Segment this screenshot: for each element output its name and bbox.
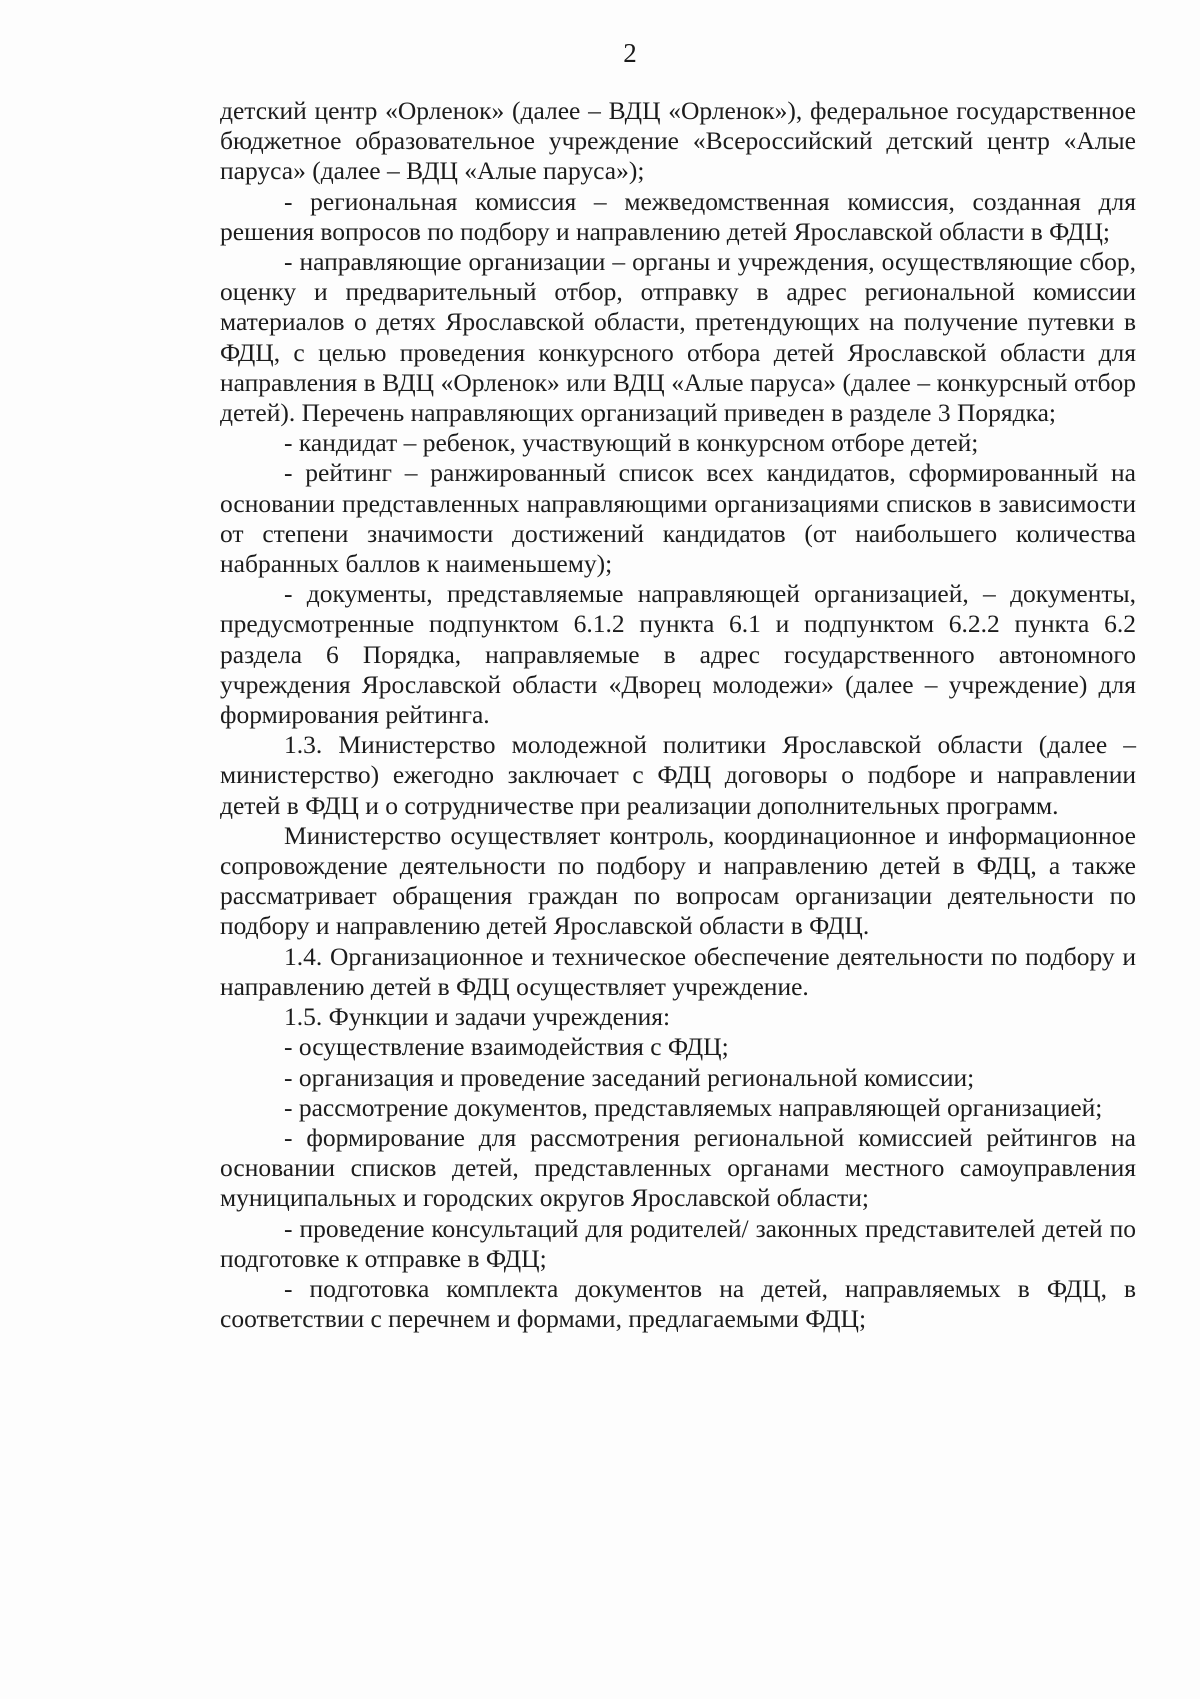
paragraph-1-5: 1.5. Функции и задачи учреждения: (284, 1002, 671, 1032)
page-number: 2 (623, 38, 637, 68)
paragraph-definition-sending-organizations: - направляющие организации – органы и учреждения, осуществляющие сбор, оценку и предварительный отбор, отправку в адрес региональной комиссии материалов о детях Ярославской области, претендующих на получение путевки в ФДЦ, с целью проведения конкурсного отбора детей Ярославской области для направления в ВДЦ «Орленок» или ВДЦ «Алые паруса» (далее – конкурсный отбор детей). Перечень направляющих организаций приведен в разделе 3 Порядка; (220, 247, 1136, 428)
paragraph-continuation: детский центр «Орленок» (далее – ВДЦ «Орленок»), федеральное государственное бюджетное образовательное учреждение «Всероссийский детский центр «Алые паруса» (далее – ВДЦ «Алые паруса»); (220, 96, 1136, 186)
document-body (220, 96, 1136, 1334)
list-item-document-package: - подготовка комплекта документов на детей, направляемых в ФДЦ, в соответствии с перечнем и формами, предлагаемыми ФДЦ; (220, 1273, 1136, 1334)
list-item-ratings: - формирование для рассмотрения региональной комиссией рейтингов на основании списков детей, представленных органами местного самоуправления муниципальных и городских округов Ярославской области; (220, 1122, 1136, 1213)
paragraph-definition-documents: - документы, представляемые направляющей организацией, – документы, предусмотренные подпунктом 6.1.2 пункта 6.1 и подпунктом 6.2.2 пункта 6.2 раздела 6 Порядка, направляемые в адрес государственного автономного учреждения Ярославской области «Дворец молодежи» (далее – учреждение) для формирования рейтинга. (220, 579, 1136, 730)
paragraph-1-4: 1.4. Организационное и техническое обеспечение деятельности по подбору и направлению детей в ФДЦ осуществляет учреждение. (220, 941, 1136, 1001)
list-item-meetings: - организация и проведение заседаний региональной комиссии; (284, 1062, 975, 1092)
paragraph-ministry-control: Министерство осуществляет контроль, координационное и информационное сопровождение деятельности по подбору и направлению детей в ФДЦ, а также рассматривает обращения граждан по вопросам организации деятельности по подбору и направлению детей Ярославской области в ФДЦ. (220, 820, 1136, 941)
list-item-review-documents: - рассмотрение документов, представляемых направляющей организацией; (284, 1092, 1103, 1122)
paragraph-1-3: 1.3. Министерство молодежной политики Ярославской области (далее – министерство) ежегодно заключает с ФДЦ договоры о подборе и направлении детей в ФДЦ и о сотрудничестве при реализации дополнительных программ. (220, 730, 1136, 820)
paragraph-definition-regional-commission: - региональная комиссия – межведомственная комиссия, созданная для решения вопросов по подбору и направлению детей Ярославской области в ФДЦ; (220, 186, 1136, 246)
paragraph-definition-rating: - рейтинг – ранжированный список всех кандидатов, сформированный на основании представленных направляющими организациями списков в зависимости от степени значимости достижений кандидатов (от наибольшего количества набранных баллов к наименьшему); (220, 458, 1136, 579)
list-item-interaction: - осуществление взаимодействия с ФДЦ; (284, 1032, 729, 1062)
paragraph-definition-candidate: - кандидат – ребенок, участвующий в конкурсном отборе детей; (284, 428, 979, 458)
list-item-consultations: - проведение консультаций для родителей/ законных представителей детей по подготовке к отправке в ФДЦ; (220, 1213, 1136, 1273)
